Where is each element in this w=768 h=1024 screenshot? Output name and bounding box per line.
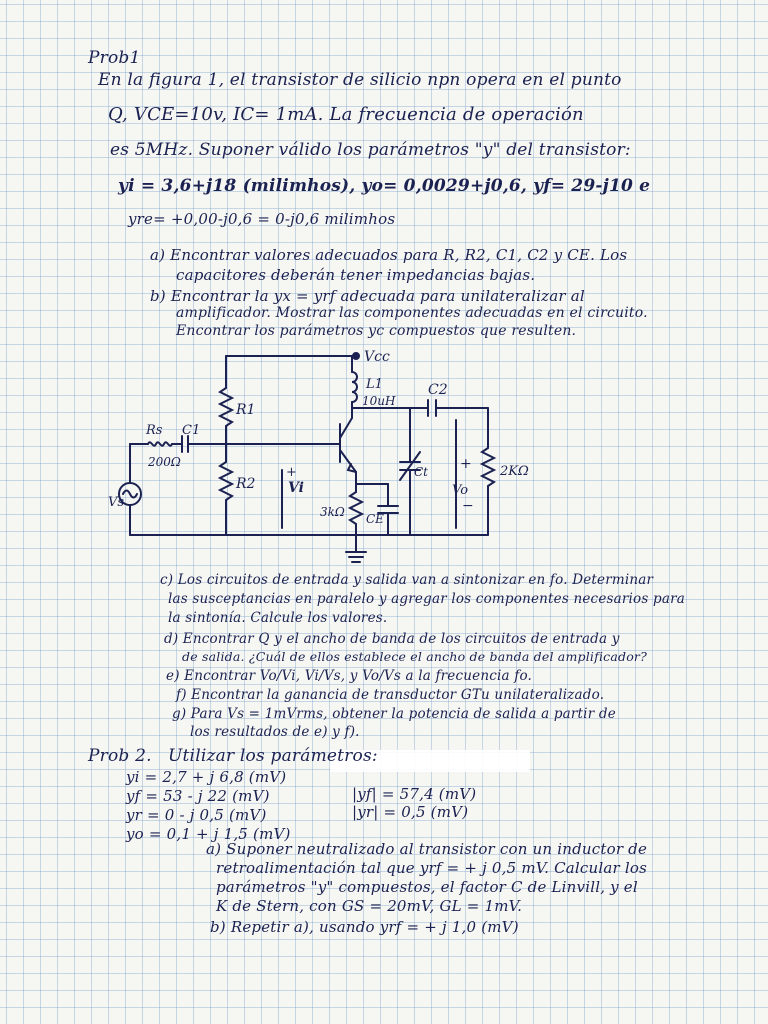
prob2-item-a2: retroalimentación tal que yrf = + j 0,5 mV. Calcular los [216, 859, 647, 877]
vo-plus-label: + [460, 456, 472, 472]
prob2-item-a1: a) Suponer neutralizado al transistor con un inductor de [206, 840, 648, 858]
l1-label: L1 [366, 377, 383, 392]
prob1-title: Prob1 [88, 48, 141, 68]
prob1-item-c3: la sintonía. Calcule los valores. [168, 610, 388, 626]
prob1-item-b3: Encontrar los parámetros yc compuestos que resulten. [176, 323, 577, 339]
prob2-title: Prob 2. [88, 746, 152, 766]
prob1-line4: yi = 3,6+j18 (milimhos), yo= 0,0029+j0,6, yf= 29-j10 e [118, 176, 651, 196]
prob1-item-d2: de salida. ¿Cuál de ellos establece el ancho de banda del amplificador? [182, 649, 647, 664]
rs-label: Rs [146, 423, 163, 438]
r2-label: R2 [236, 476, 256, 492]
prob1-line1: En la figura 1, el transistor de silicio npn opera en el punto [98, 70, 622, 90]
prob2-item-a3: parámetros "y" compuestos, el factor C de Linvill, y el [216, 878, 638, 896]
prob2-item-a4: K de Stern, con GS = 20mV, GL = 1mV. [216, 897, 523, 915]
prob1-item-b2: amplificador. Mostrar las componentes adecuadas en el circuito. [176, 305, 648, 321]
vi-plus-label: + [286, 465, 297, 480]
prob2-yr-magnitude: |yr| = 0,5 (mV) [352, 803, 469, 821]
prob1-item-b1: b) Encontrar la yx = yrf adecuada para unilateralizar al [150, 287, 585, 305]
r1-label: R1 [236, 402, 256, 418]
prob1-item-c2: las susceptancias en paralelo y agregar los componentes necesarios para [168, 591, 685, 607]
prob1-item-a1: a) Encontrar valores adecuados para R, R2, C1, C2 y CE. Los [150, 246, 628, 264]
rs-value-label: 200Ω [148, 455, 181, 469]
prob1-item-e: e) Encontrar Vo/Vi, Vi/Vs, y Vo/Vs a la frecuencia fo. [166, 668, 533, 684]
prob1-item-c1: c) Los circuitos de entrada y salida van a sintonizar en fo. Determinar [160, 572, 654, 588]
prob1-line5: yre= +0,00-j0,6 = 0-j0,6 milimhos [128, 210, 396, 228]
prob2-item-b: b) Repetir a), usando yrf = + j 1,0 (mV) [210, 918, 519, 936]
ct-label: Ct [414, 465, 429, 479]
c1-label: C1 [182, 423, 201, 438]
prob2-yf-magnitude: |yf| = 57,4 (mV) [352, 785, 477, 803]
vs-label: Vs [108, 495, 125, 510]
prob2-yf: yf = 53 - j 22 (mV) [126, 787, 270, 805]
prob2-yr: yr = 0 - j 0,5 (mV) [126, 806, 267, 824]
vi-label: Vi [288, 480, 304, 496]
prob1-item-a2: capacitores deberán tener impedancias bajas. [176, 266, 536, 284]
prob1-item-f: f) Encontrar la ganancia de transductor GTu unilateralizado. [176, 687, 605, 703]
ce-label: CE [366, 512, 384, 526]
prob2-yo: yo = 0,1 + j 1,5 (mV) [126, 825, 291, 843]
vo-label: Vo [452, 483, 469, 498]
vcc-label: Vcc [364, 349, 390, 365]
prob2-intro: Utilizar los parámetros: [168, 746, 378, 766]
prob1-item-g1: g) Para Vs = 1mVrms, obtener la potencia de salida a partir de [172, 706, 616, 722]
prob1-line2: Q, VCE=10v, IC= 1mA. La frecuencia de operación [108, 104, 584, 125]
prob1-item-d1: d) Encontrar Q y el ancho de banda de los circuitos de entrada y [164, 631, 620, 647]
c2-label: C2 [428, 382, 448, 398]
re-label: 3kΩ [320, 505, 345, 519]
prob1-item-g2: los resultados de e) y f). [190, 724, 360, 740]
l1-value-label: 10uH [362, 394, 396, 408]
prob2-yi: yi = 2,7 + j 6,8 (mV) [126, 768, 287, 786]
vo-minus-label: − [462, 498, 474, 514]
rl-label: 2KΩ [500, 464, 529, 479]
prob1-line3: es 5MHz. Suponer válido los parámetros "y" del transistor: [110, 140, 631, 160]
